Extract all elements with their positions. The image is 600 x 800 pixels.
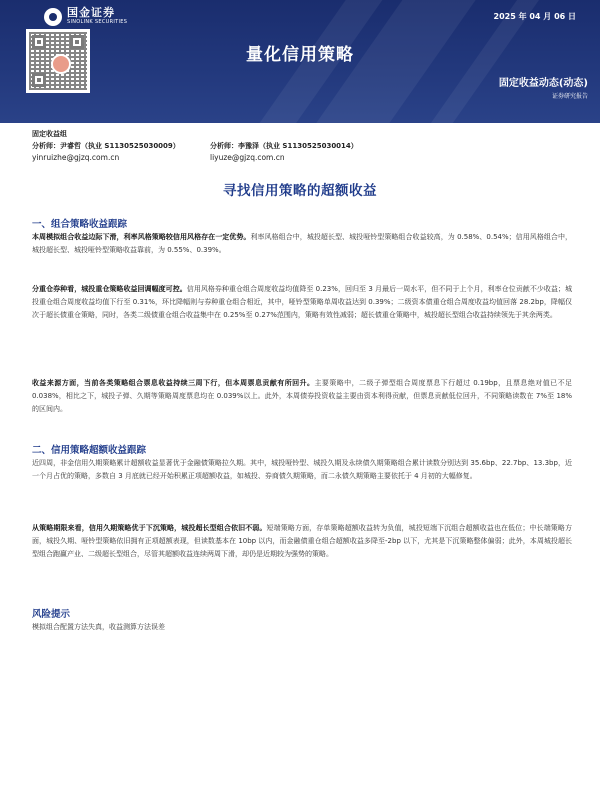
paragraph: [32, 522, 572, 562]
report-title: 量化信用策略: [246, 45, 354, 65]
paragraph-lead: 分重仓券种看，城投重仓策略收益回调幅度可控。: [32, 285, 187, 293]
section-heading: 二、信用策略超额收益跟踪: [32, 445, 147, 456]
analyst-role: 分析师：: [32, 142, 60, 150]
paragraph: [32, 377, 572, 417]
report-date: 2025 年 04 月 06 日: [493, 12, 576, 21]
brand-name-en: SINOLINK SECURITIES: [67, 19, 128, 25]
paragraph-lead: 本周模拟组合收益边际下滑，利率风格策略较信用风格存在一定优势。: [32, 233, 251, 241]
paragraph: [32, 283, 572, 323]
paragraph-body: 利率风格组合中，城投超长型、城投哑铃型策略组合收益较高，为 0.58%、0.54%；信用风格组合中，城投超长型、城投哑铃型策略收益靠前，为 0.55%、0.39%。: [32, 233, 573, 255]
paragraph-body: 模拟组合配置方法失真，收益测算方法误差: [32, 623, 165, 631]
paragraph-lead: 收益来源方面，当前各类策略组合票息收益持续三周下行，但本周票息贡献有所回升。: [32, 379, 315, 387]
paragraph-body: 短端策略方面，存单策略超额收益转为负值，城投短端下沉组合超额收益也在低位；中长端策略方面，城投久期、哑铃型策略依旧拥有正项超额表现，但读数基本在 10bp 以内，而金融债重仓组合超额收益多降至-2bp 以下，尤其是下沉策略整体偏弱；此外，本周城投超长型组合跑赢产业、二级超长型组合，尽管其超额收益连续两周下滑，却仍是近期较为强势的策略。: [32, 524, 573, 559]
section-heading: 一、组合策略收益跟踪: [32, 219, 128, 230]
analyst-2: [210, 141, 358, 151]
brand-logo-icon: [44, 8, 62, 26]
analyst-role: 分析师：: [210, 142, 238, 150]
header-banner: [0, 0, 600, 123]
research-group: 固定收益组: [32, 130, 67, 138]
paragraph: [32, 231, 572, 257]
document-title: 寻找信用策略的超额收益: [223, 183, 377, 199]
analyst-2-email[interactable]: liyuze@gjzq.com.cn: [210, 153, 285, 162]
analyst-1-email[interactable]: yinruizhe@gjzq.com.cn: [32, 153, 120, 162]
report-type: 固定收益动态(动态): [498, 78, 588, 89]
paragraph: [32, 621, 572, 634]
section-heading: 风险提示: [32, 609, 71, 620]
paragraph: [32, 457, 572, 483]
paragraph-body: 信用风格券种重仓组合周度收益均值降至 0.23%，回归至 3 月最后一周水平，但不同于上个月，利率仓位贡献不少收益；城投重仓组合周度收益均值下行至 0.31%，环比降幅则与券种重仓组合相近，其中，哑铃型策略单周收益达到 0.39%；二级资本债重仓组合周度收益均值回落 28.2bp，降幅仅次于超长债重仓策略，同时，各类二级债重仓组合收益集中在 0.25%至 0.27%范围内，策略有效性减弱；超长债重仓策略中，城投超长型组合收益持续领先于其余两类。: [32, 285, 573, 320]
analyst-name: 李豫泽（执业 S1130525030014）: [238, 142, 358, 150]
paragraph-body: 主要策略中，二级子弹型组合周度票息下行超过 0.19bp，且票息绝对值已不足 0.038%，相比之下，城投子弹、久期等策略周度票息均在 0.039%以上。此外，本周债券投资收益主要由资本利得贡献，但票息贡献低位回升，不同策略读数在 7%至 18%的区间内。: [32, 379, 573, 414]
analyst-name: 尹睿哲（执业 S1130525030009）: [60, 142, 180, 150]
paragraph-body: 近四周，非金信用久期策略累计超额收益显著优于金融债策略拉久期。其中，城投哑铃型、城投久期及永续债久期策略组合累计读数分别达到 35.6bp、22.7bp、13.3bp，近一个月占优的策略，多数自 3 月底就已经开始积累正项超额收益，如城投、券商债久期策略，而二永债久期策略主要依托于 4 月初的大幅修复。: [32, 459, 572, 481]
analyst-1: [32, 141, 180, 151]
report-category: 证券研究报告: [551, 93, 588, 100]
brand-logo: [44, 7, 127, 26]
paragraph-lead: 从策略期限来看，信用久期策略优于下沉策略，城投超长型组合依旧不弱。: [32, 524, 267, 532]
brand-name-cn: 国金证券: [67, 6, 115, 19]
